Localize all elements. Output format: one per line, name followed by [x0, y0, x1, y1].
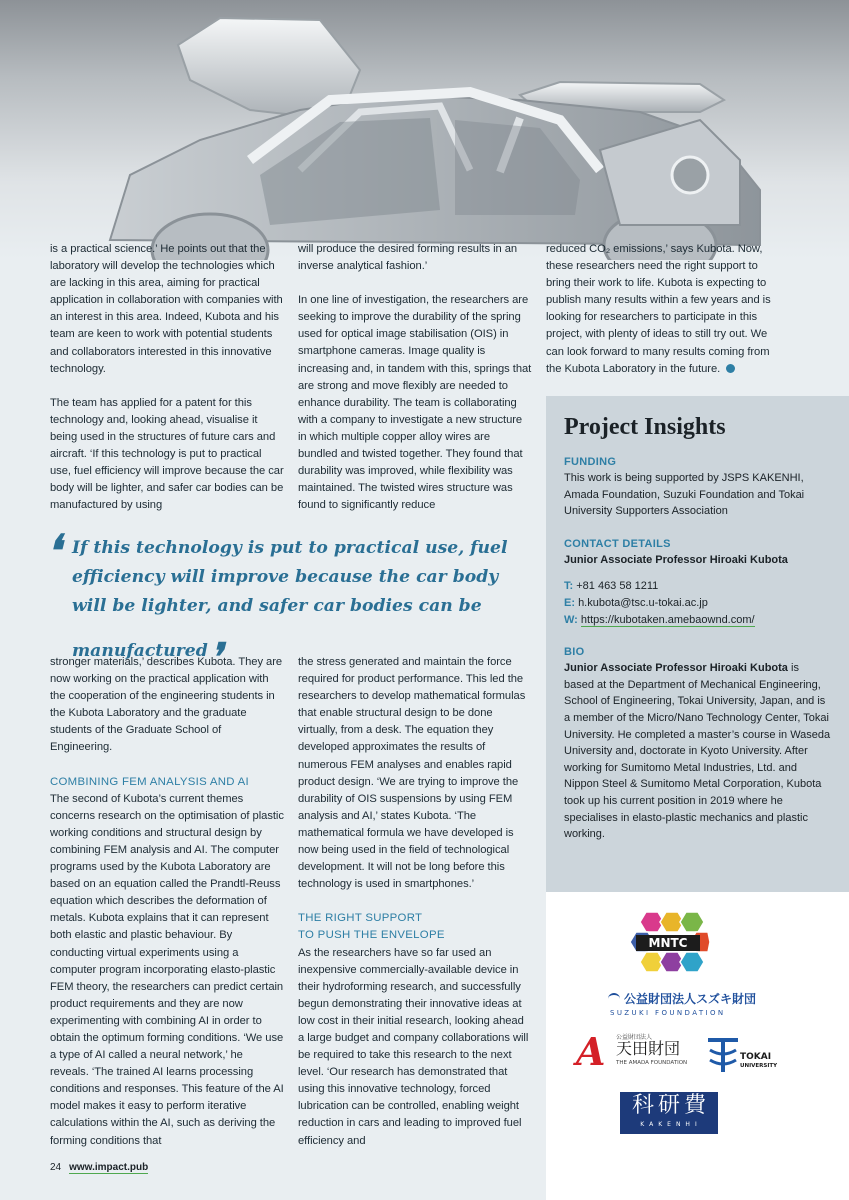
body-paragraph: will produce the desired forming results in an inverse analytical fashion.’	[298, 243, 518, 273]
kakenhi-logo: 科研費 KAKENHI	[620, 1092, 718, 1134]
body-paragraph: stronger materials,’ describes Kubota. They are now working on the practical application with the cooperation of the engineering students in the Kubota Laboratory and the graduate students of the Graduate School of Engineering.	[50, 656, 283, 754]
tokai-emblem-icon	[706, 1036, 740, 1074]
column-3-top	[546, 241, 782, 378]
email-link[interactable]: h.kubota@tsc.u-tokai.ac.jp	[578, 596, 708, 609]
contact-email: E: h.kubota@tsc.u-tokai.ac.jp	[564, 596, 708, 609]
footer-website-link[interactable]: www.impact.pub	[69, 1162, 149, 1173]
page-footer	[50, 1161, 148, 1175]
body-paragraph: The team has applied for a patent for this technology and, looking ahead, visualise it being used in the structures of future cars and aircraft. ‘If this technology is put to practical use, fuel efficiency will improve because the car body will be lighter, and safer car bodies can be manufactured by using	[50, 396, 284, 512]
pull-quote-text: If this technology is put to practical use, fuel efficiency will improve because the car body will be lighter, and safer car bodies can be manufactured	[72, 538, 508, 661]
body-paragraph: reduced CO₂ emissions,’ says Kubota. Now, these researchers need the right support to bring their work to life. Kubota is expecting to publish many results within a few years and is looking for researchers to participate in this project, with plenty of ideas to still try out. We can look forward to many results coming from the Kubota Laboratory in the future.	[546, 243, 771, 375]
funding-text: This work is being supported by JSPS KAKENHI, Amada Foundation, Suzuki Foundation and Tokai University Supporters Association	[564, 472, 805, 518]
pull-quote	[46, 526, 538, 679]
contact-name: Junior Associate Professor Hiroaki Kubota	[564, 553, 788, 566]
open-quote-icon: ❛	[46, 526, 61, 577]
funding-heading: FUNDING	[564, 456, 617, 468]
hero-image-car-body	[0, 0, 849, 260]
body-paragraph: the stress generated and maintain the force required for product performance. This led the researchers to develop mathematical formulas that enable structural design to be done virtually, from a desk. The equation they developed approximates the results of numerous FEM analyses and enables rapid product design. ‘We are trying to improve the durability of OIS suspensions by using FEM analysis and AI,’ states Kubota. ‘The mathematical formula we have developed is now being used in the field of technological development. It will not be long before this technology is used in smartphones.’	[298, 656, 526, 891]
section-heading: COMBINING FEM ANALYSIS AND AI	[50, 775, 250, 788]
project-insights-panel	[546, 396, 849, 892]
column-1-top	[50, 241, 284, 514]
suzuki-foundation-logo: 公益財団法人スズキ財団 SUZUKI FOUNDATION	[610, 992, 757, 1017]
sponsor-logos-panel	[546, 892, 849, 1200]
tokai-university-logo: TOKAI UNIVERSITY	[706, 1036, 786, 1076]
body-paragraph: is a practical science.’ He points out that the laboratory will develop the technologies which are lacking in this area, aiming for practical application in collaboration with companies with an interest in this area. Indeed, Kubota and his team are keen to work with potential students and collaborators interested in this innovative technology.	[50, 243, 283, 375]
body-paragraph: The second of Kubota’s current themes concerns research on the optimisation of plastic working conditions and structural design by combining FEM analysis and AI. The computer programs used by the Kubota Laboratory are based on an equation called the Prandtl-Reuss equation which describes the deformation of metals. Kubota explains that it can represent both elastic and plastic behaviour. By conducting virtual experiments using a computer program incorporating elasto-plastic FEM theory, the researchers can predict certain product requirements and they are now experimenting with combining AI in order to obtain the optimum forming conditions. ‘We use a type of AI called a neural network,’ he reveals. ‘The trained AI learns processing conditions and responses. This feature of the AI model makes it easy to perform iterative calculations within the AI, such as deriving the forming conditions that	[50, 792, 284, 1147]
mntc-logo-text: MNTC	[648, 936, 688, 950]
amada-foundation-logo: A 公益財団法人 天田財団 THE AMADA FOUNDATION	[576, 1029, 688, 1074]
column-2-bottom	[298, 654, 532, 1150]
bio-text: Junior Associate Professor Hiroaki Kubota is based at the Department of Mechanical Engineering, School of Engineering, Tokai University, Japan, and is a member of the Micro/Nano Technology Center, Tokai University. He completed a master’s course in Waseda University and, doctorate in Kyoto University. After working for Sumitomo Metal Industries, Ltd. and Nippon Steel & Sumitomo Metal Corporation, Kubota took up his current position in 2019 where he specialises in elasto-plastic mechanics and plastic working.	[564, 662, 831, 841]
close-quote-icon: ❜	[209, 634, 223, 679]
mntc-logo	[626, 910, 710, 976]
body-paragraph: As the researchers have so far used an inexpensive commercially-available device in their hydroforming research, and successfully begun demonstrating their innovative ideas at low cost in their initial research, looking ahead a large budget and company collaborations will be required to take this research to the next level. ‘Our research has demonstrated that using this innovative technology, forced lubrication can be controlled, enabling weight reduction in cars and leading to improved fuel efficiency and	[298, 946, 529, 1147]
contact-web: W: https://kubotaken.amebaownd.com/	[564, 613, 755, 626]
amada-emblem-icon: A	[576, 1029, 606, 1074]
page-number: 24	[50, 1162, 62, 1173]
column-2-top	[298, 241, 532, 514]
contact-heading: CONTACT DETAILS	[564, 537, 671, 550]
body-paragraph: In one line of investigation, the researchers are seeking to improve the durability of the spring used for optical image stabilisation (OIS) in smartphone cameras. Image quality is increasing and, in tandem with this, springs that are strong and move flexibly are needed to enhance durability. The team is collaborating with a company to investigate a new structure in which multiple copper alloy wires are bundled and twisted together. They found that durability was improved, while flexibility was maintained. The twisted wires structure was found to significantly reduce	[298, 294, 532, 512]
suzuki-emblem-icon	[608, 993, 620, 1003]
section-heading: THE RIGHT SUPPORT TO PUSH THE ENVELOPE	[298, 912, 445, 942]
column-1-bottom	[50, 654, 284, 1150]
contact-phone: T: +81 463 58 1211	[564, 580, 659, 593]
bio-heading: BIO	[564, 646, 585, 659]
car-body-illustration	[0, 0, 849, 260]
sidebar-title: Project Insights	[564, 414, 726, 440]
website-link[interactable]: https://kubotaken.amebaownd.com/	[580, 613, 755, 626]
end-of-article-icon	[726, 364, 735, 373]
